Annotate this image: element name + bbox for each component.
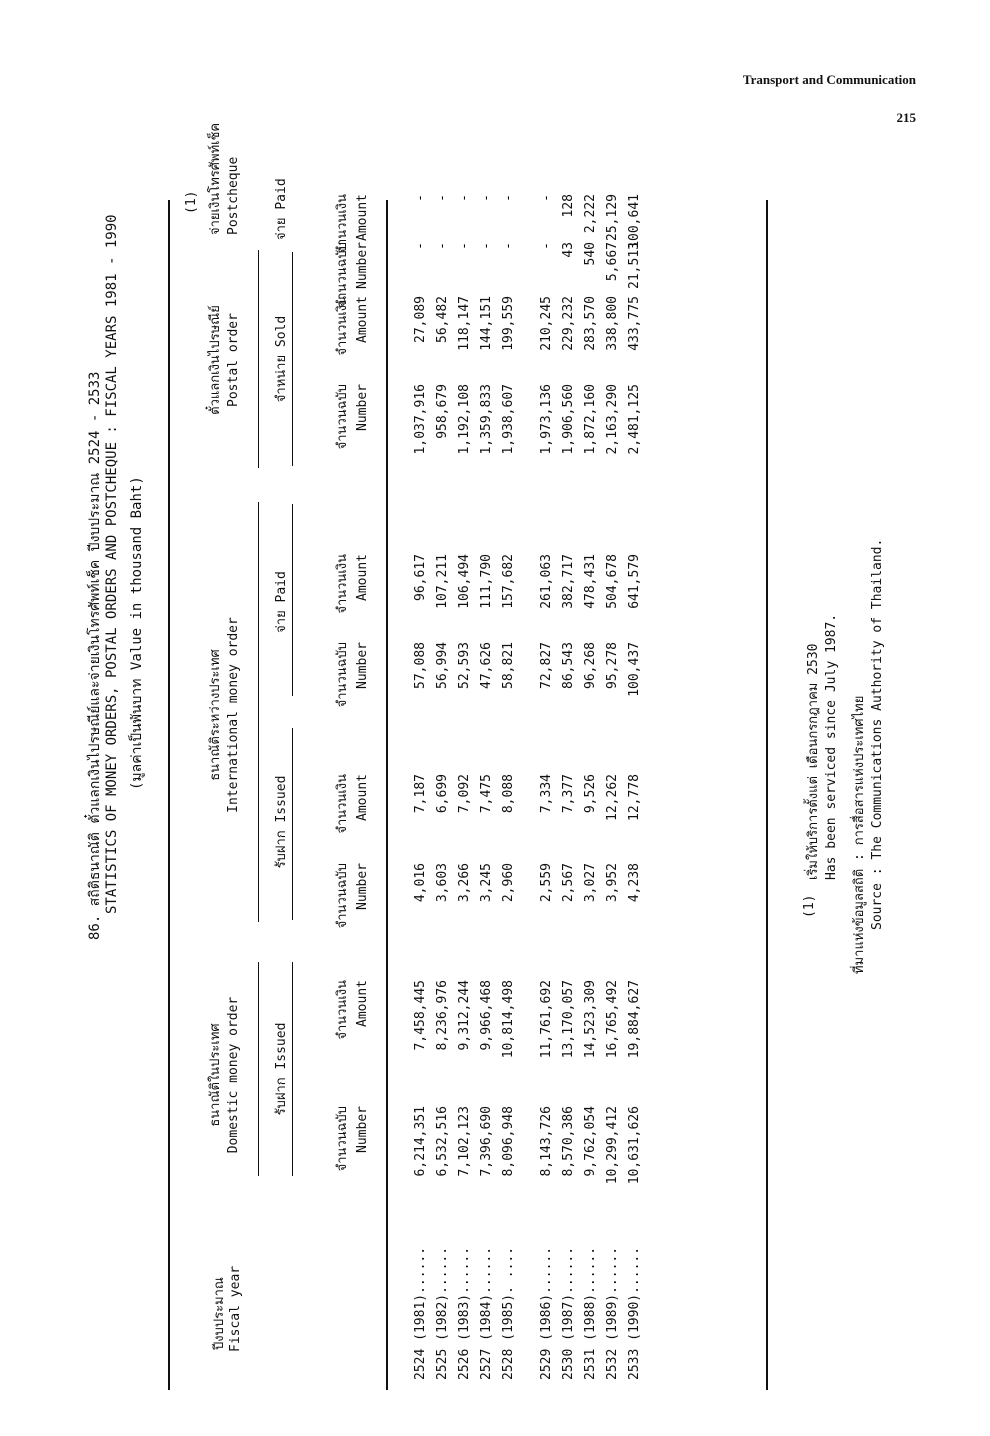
page-number: 215 xyxy=(896,110,916,125)
table-cell: 2,559 xyxy=(539,863,554,903)
table-cell: 27,089 xyxy=(413,296,428,343)
international-issued-header: รับฝาก Issued xyxy=(274,775,289,869)
rotated-table-page xyxy=(80,122,940,1390)
table-cell: 144,151 xyxy=(479,296,494,351)
table-cell: 3,027 xyxy=(583,863,598,903)
header-bottom-rule xyxy=(386,200,388,1390)
column-header-thai: จำนวนเงิน xyxy=(335,554,350,614)
table-cell: 21,513 xyxy=(627,242,642,289)
table-cell: 9,966,468 xyxy=(479,980,494,1051)
table-cell: 7,475 xyxy=(479,774,494,814)
table-cell: 8,236,976 xyxy=(435,980,450,1051)
table-cell: 641,579 xyxy=(627,554,642,609)
table-cell: 6,699 xyxy=(435,774,450,814)
table-cell: 478,431 xyxy=(583,554,598,609)
table-cell: 13,170,057 xyxy=(561,980,576,1059)
column-header-english: Amount xyxy=(355,194,370,241)
table-cell: 1,192,108 xyxy=(457,384,472,455)
row-fiscal-year: 2531 (1988)...... xyxy=(583,1246,598,1380)
international-issued-rule xyxy=(292,728,293,920)
postcheque-paid-header: จ่าย Paid xyxy=(274,178,289,240)
table-cell: 3,603 xyxy=(435,863,450,903)
table-cell: 10,814,498 xyxy=(501,980,516,1059)
table-cell: 8,143,726 xyxy=(539,1106,554,1177)
row-fiscal-year: 2528 (1985). .... xyxy=(501,1246,516,1380)
table-cell: 504,678 xyxy=(605,554,620,609)
source-thai: ที่มาแห่งข้อมูลสถิติ : การสื่อสารแห่งประเทศไทย xyxy=(852,695,867,974)
table-cell: 12,262 xyxy=(605,774,620,821)
column-header-thai: จำนวนฉบับ xyxy=(335,863,350,929)
row-fiscal-year: 2525 (1982)...... xyxy=(435,1246,450,1380)
bottom-rule xyxy=(766,200,768,1390)
table-title-english: STATISTICS OF MONEY ORDERS, POSTAL ORDERS AND POSTCHEQUE : FISCAL YEARS 1981 - 1990 xyxy=(104,214,120,914)
table-cell: 9,762,054 xyxy=(583,1106,598,1177)
table-cell: 100,437 xyxy=(627,642,642,697)
postcheque-note-mark: (1) xyxy=(184,190,199,214)
column-header-thai: จำนวนฉบับ xyxy=(335,242,350,308)
table-cell: 7,458,445 xyxy=(413,980,428,1051)
table-cell: 96,268 xyxy=(583,642,598,689)
table-cell: 157,682 xyxy=(501,554,516,609)
table-cell: - xyxy=(413,194,428,202)
table-cell: 3,266 xyxy=(457,863,472,903)
table-cell: 5,667 xyxy=(605,242,620,282)
table-cell: 9,526 xyxy=(583,774,598,814)
postal-header-thai: ตั๋วแลกเงินไปรษณีย์ xyxy=(208,305,223,415)
column-header-thai: จำนวนเงิน xyxy=(335,774,350,834)
table-cell: 2,481,125 xyxy=(627,384,642,455)
table-cell: 1,359,833 xyxy=(479,384,494,455)
column-header-english: Number xyxy=(355,642,370,689)
table-cell: 43 xyxy=(561,242,576,258)
table-cell: 7,187 xyxy=(413,774,428,814)
table-cell: 1,037,916 xyxy=(413,384,428,455)
footnote-mark: (1) xyxy=(802,894,817,918)
table-cell: 8,096,948 xyxy=(501,1106,516,1177)
table-cell: - xyxy=(539,194,554,202)
international-header-english: International money order xyxy=(226,617,241,813)
table-cell: 19,884,627 xyxy=(627,980,642,1059)
postal-sold-rule xyxy=(292,252,293,466)
table-cell: 8,570,386 xyxy=(561,1106,576,1177)
international-header-thai: ธนาณัติระหว่างประเทศ xyxy=(208,649,223,781)
table-cell: 1,906,560 xyxy=(561,384,576,455)
column-header-thai: จำนวนเงิน xyxy=(335,980,350,1040)
postal-sold-header: จำหน่าย Sold xyxy=(274,315,289,403)
fiscal-year-header-english: Fiscal year xyxy=(228,1265,243,1352)
table-cell: - xyxy=(457,242,472,250)
table-cell: 1,938,607 xyxy=(501,384,516,455)
table-cell: 382,717 xyxy=(561,554,576,609)
table-cell: - xyxy=(413,242,428,250)
column-header-english: Amount xyxy=(355,980,370,1027)
table-cell: 540 xyxy=(583,242,598,266)
table-cell: 4,238 xyxy=(627,863,642,903)
table-cell: 7,092 xyxy=(457,774,472,814)
table-subtitle: (มูลค่าเป็นพันบาท Value in thousand Baht) xyxy=(129,476,145,790)
table-cell: 261,063 xyxy=(539,554,554,609)
table-cell: 338,800 xyxy=(605,296,620,351)
table-cell: 11,761,692 xyxy=(539,980,554,1059)
table-cell: 111,790 xyxy=(479,554,494,609)
table-cell: 25,129 xyxy=(605,194,620,241)
table-cell: 58,821 xyxy=(501,642,516,689)
table-cell: - xyxy=(479,194,494,202)
table-cell: 100,641 xyxy=(627,194,642,249)
domestic-header-english: Domestic money order xyxy=(226,996,241,1154)
table-cell: - xyxy=(501,194,516,202)
row-fiscal-year: 2527 (1984)...... xyxy=(479,1246,494,1380)
table-cell: 56,994 xyxy=(435,642,450,689)
column-header-english: Amount xyxy=(355,774,370,821)
column-header-english: Amount xyxy=(355,296,370,343)
international-paid-rule xyxy=(292,504,293,696)
postal-rule xyxy=(258,250,259,468)
table-cell: 1,872,160 xyxy=(583,384,598,455)
domestic-issued-header: รับฝาก Issued xyxy=(274,1022,289,1116)
column-header-english: Number xyxy=(355,242,370,289)
row-fiscal-year: 2524 (1981)...... xyxy=(413,1246,428,1380)
table-cell: 56,482 xyxy=(435,296,450,343)
table-cell: 6,532,516 xyxy=(435,1106,450,1177)
column-header-thai: จำนวนฉบับ xyxy=(335,384,350,450)
column-header-thai: จำนวนเงิน xyxy=(335,194,350,254)
table-cell: - xyxy=(435,194,450,202)
column-header-english: Number xyxy=(355,863,370,910)
postcheque-header-english: Postcheque xyxy=(226,156,241,235)
table-cell: 229,232 xyxy=(561,296,576,351)
column-header-thai: จำนวนฉบับ xyxy=(335,1106,350,1172)
postal-header-english: Postal order xyxy=(226,313,241,407)
table-cell: 283,570 xyxy=(583,296,598,351)
table-cell: 7,396,690 xyxy=(479,1106,494,1177)
table-cell: 96,617 xyxy=(413,554,428,601)
table-cell: - xyxy=(457,194,472,202)
table-cell: 1,973,136 xyxy=(539,384,554,455)
row-fiscal-year: 2533 (1990)...... xyxy=(627,1246,642,1380)
footnote-english: Has been serviced since July 1987. xyxy=(824,613,839,880)
domestic-rule xyxy=(258,962,259,1176)
row-fiscal-year: 2532 (1989)...... xyxy=(605,1246,620,1380)
domestic-issued-rule xyxy=(292,962,293,1176)
table-cell: 107,211 xyxy=(435,554,450,609)
row-fiscal-year: 2526 (1983)...... xyxy=(457,1246,472,1380)
table-cell: - xyxy=(479,242,494,250)
table-cell: 3,245 xyxy=(479,863,494,903)
table-cell: 199,559 xyxy=(501,296,516,351)
table-cell: 128 xyxy=(561,194,576,218)
table-cell: 7,377 xyxy=(561,774,576,814)
table-cell: 10,299,412 xyxy=(605,1106,620,1185)
column-header-english: Number xyxy=(355,1106,370,1153)
column-header-english: Amount xyxy=(355,554,370,601)
table-cell: 106,494 xyxy=(457,554,472,609)
table-cell: 7,334 xyxy=(539,774,554,814)
international-rule xyxy=(258,502,259,922)
table-cell: 16,765,492 xyxy=(605,980,620,1059)
table-cell: 47,626 xyxy=(479,642,494,689)
table-cell: 7,102,123 xyxy=(457,1106,472,1177)
table-cell: 2,222 xyxy=(583,194,598,234)
table-cell: 52,593 xyxy=(457,642,472,689)
fiscal-year-header-thai: ปีงบประมาณ xyxy=(212,1277,227,1350)
table-cell: 95,278 xyxy=(605,642,620,689)
table-cell: 2,163,290 xyxy=(605,384,620,455)
column-header-english: Number xyxy=(355,384,370,431)
table-cell: 3,952 xyxy=(605,863,620,903)
table-cell: 72,827 xyxy=(539,642,554,689)
footnote-thai: เริ่มให้บริการตั้งแต่ เดือนกรกฎาคม 2530 xyxy=(806,643,821,880)
top-rule xyxy=(168,200,170,1390)
table-cell: 2,567 xyxy=(561,863,576,903)
table-cell: 2,960 xyxy=(501,863,516,903)
table-cell: 10,631,626 xyxy=(627,1106,642,1185)
international-paid-header: จ่าย Paid xyxy=(274,571,289,633)
column-header-thai: จำนวนฉบับ xyxy=(335,642,350,708)
table-cell: - xyxy=(435,242,450,250)
table-cell: 4,016 xyxy=(413,863,428,903)
table-cell: 8,088 xyxy=(501,774,516,814)
table-cell: 14,523,309 xyxy=(583,980,598,1059)
source-english: Source : The Communications Authority of Thailand. xyxy=(870,538,885,930)
row-fiscal-year: 2530 (1987)...... xyxy=(561,1246,576,1380)
table-cell: 86,543 xyxy=(561,642,576,689)
postcheque-header-thai: จ่ายเงินโทรศัพท์เช็ค xyxy=(208,122,223,235)
table-title-thai: 86. สถิติธนาณัติ ตั๋วแลกเงินไปรษณีย์และจ่ายเงินโทรศัพท์เช็ค ปีงบประมาณ 2524 - 2533 xyxy=(87,371,103,940)
row-fiscal-year: 2529 (1986)...... xyxy=(539,1246,554,1380)
page-header: Transport and Communication xyxy=(742,72,916,87)
domestic-header-thai: ธนาณัติในประเทศ xyxy=(208,1023,223,1127)
table-cell: - xyxy=(501,242,516,250)
table-cell: 9,312,244 xyxy=(457,980,472,1051)
table-cell: - xyxy=(539,242,554,250)
table-cell: 57,088 xyxy=(413,642,428,689)
table-cell: 958,679 xyxy=(435,384,450,439)
table-cell: 12,778 xyxy=(627,774,642,821)
table-cell: 6,214,351 xyxy=(413,1106,428,1177)
column-header-thai: จำนวนเงิน xyxy=(335,296,350,356)
table-cell: 433,775 xyxy=(627,296,642,351)
table-cell: 118,147 xyxy=(457,296,472,351)
table-cell: 210,245 xyxy=(539,296,554,351)
